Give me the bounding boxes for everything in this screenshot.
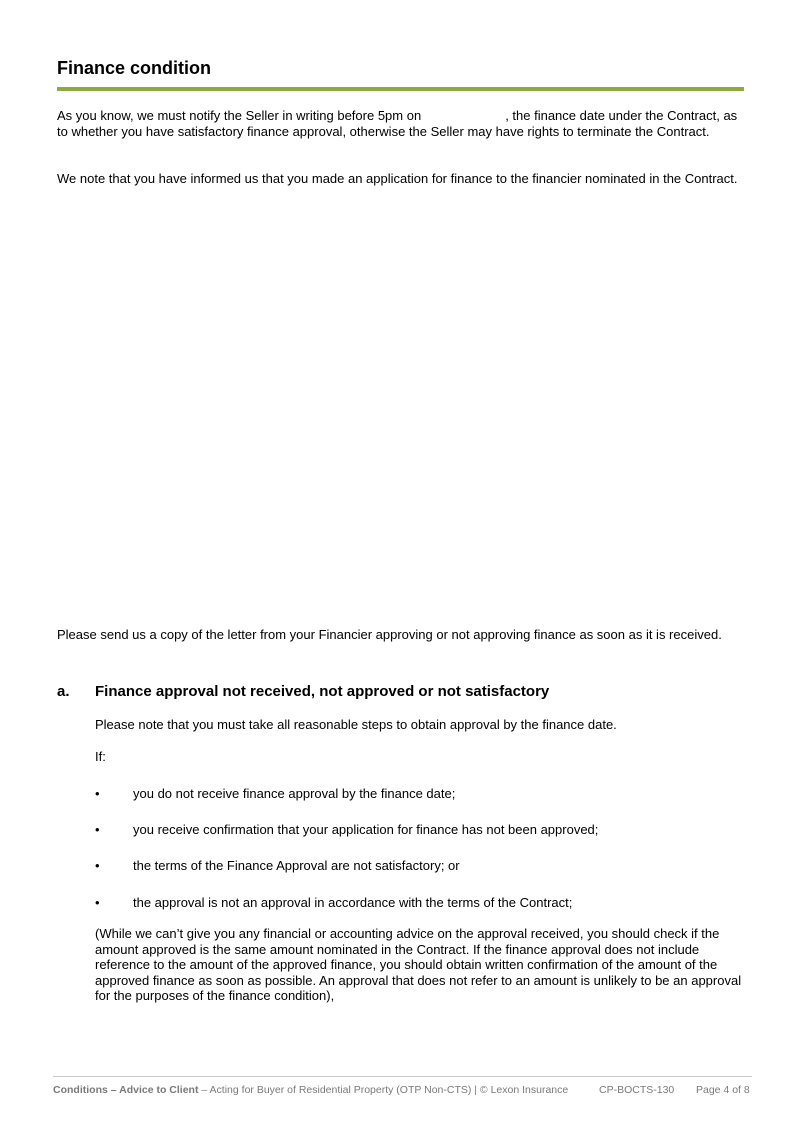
if-label: If: xyxy=(95,749,106,764)
list-item-text: the terms of the Finance Approval are not satisfactory; or xyxy=(133,858,460,873)
finance-date-text-before: As you know, we must notify the Seller in writing before 5pm on xyxy=(57,108,422,123)
application-paragraph: We note that you have informed us that you made an application for finance to the financier nominated in the Contract. xyxy=(57,171,738,186)
finance-date-paragraph xyxy=(57,108,747,139)
send-copy-paragraph: Please send us a copy of the letter from your Financier approving or not approving finance as soon as it is received. xyxy=(57,627,722,642)
bullet-icon: • xyxy=(95,822,100,837)
list-item-text: the approval is not an approval in accordance with the terms of the Contract; xyxy=(133,895,573,910)
footer-doc-code: CP-BOCTS-130 xyxy=(599,1084,675,1096)
footer-divider xyxy=(53,1076,752,1077)
list-item-text: you do not receive finance approval by the finance date; xyxy=(133,786,456,801)
finance-date-text-after: , the finance date under the Contract, as to whether you have satisfactory finance approval, otherwise the Seller may have rights to terminate the Contract. xyxy=(57,108,738,139)
bullet-icon: • xyxy=(95,895,100,910)
page-footer xyxy=(53,1084,752,1096)
bullet-icon: • xyxy=(95,858,100,873)
section-a-number: a. xyxy=(57,683,70,700)
page-heading: Finance condition xyxy=(57,58,212,78)
footer-page-number: Page 4 of 8 xyxy=(696,1084,750,1096)
approval-amount-paragraph: (While we can’t give you any financial or accounting advice on the approval received, you should check if the amount approved is the same amount nominated in the Contract. If the finance approval does not include reference to the amount of the approved finance, you should obtain written confirmation of the amount of the approved finance as soon as possible. An approval that does not refer to an amount is unlikely to be an approval for the purposes of the finance condition), xyxy=(95,926,742,1003)
list-item-text: you receive confirmation that your application for finance has not been approved; xyxy=(133,822,599,837)
heading-divider xyxy=(57,87,744,91)
footer-doc-title: Conditions – Advice to Client xyxy=(53,1084,199,1096)
section-a-title: Finance approval not received, not approved or not satisfactory xyxy=(95,683,550,700)
footer-subtitle: – Acting for Buyer of Residential Property (OTP Non-CTS) | © Lexon Insurance xyxy=(198,1084,569,1096)
reasonable-steps-note: Please note that you must take all reasonable steps to obtain approval by the finance date. xyxy=(95,717,617,732)
bullet-icon: • xyxy=(95,786,100,801)
